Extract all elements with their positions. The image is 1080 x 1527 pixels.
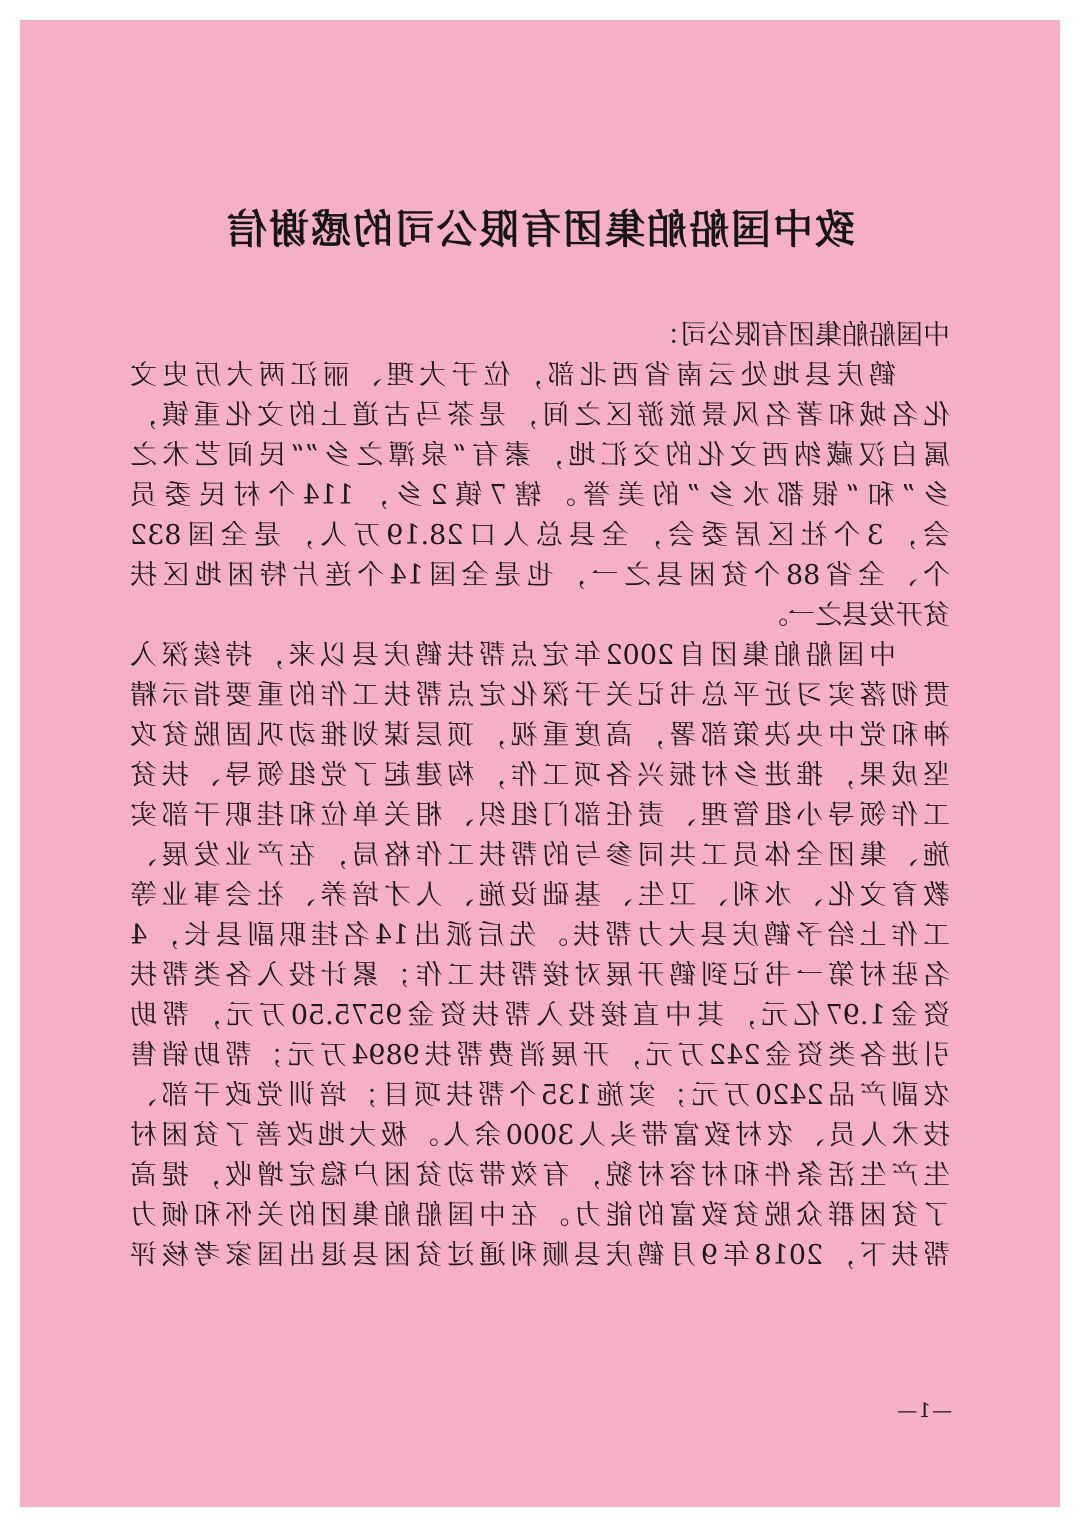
page-number: —1—	[896, 1398, 952, 1422]
paragraph-2-line: 坚成果，推进乡村振兴各项工作，构建起了党组领导、扶贫	[130, 760, 950, 791]
paragraph-2-line: 了贫困群众脱贫致富的能力。在中国船舶集团的关怀和倾力	[130, 1200, 950, 1231]
mirrored-content	[20, 20, 1060, 1507]
paragraph-1-line: 化名城和著名风景旅游区之间，是茶马古道上的文化重镇，	[130, 400, 950, 431]
salutation: 中国船舶集团有限公司：	[653, 320, 950, 351]
paragraph-2-line: 资金1.97亿元，其中直接投入帮扶资金9575.50万元，帮助	[130, 1000, 950, 1031]
paragraph-2-line: 引进各类资金242万元，开展消费帮扶9894万元；帮助销售	[130, 1040, 950, 1071]
paragraph-1-line: 属白汉藏纳西文化的交汇地，素有“泉潭之乡”“民间艺术之	[130, 440, 950, 471]
paragraph-2-line: 技术人员、农村致富带头人3000余人。极大地改善了贫困村	[130, 1120, 950, 1151]
paragraph-2-line: 工作领导小组管理、责任部门组织、相关单位和挂职干部实	[130, 800, 950, 831]
letter-title: 致中国船舶集团有限公司的感谢信	[225, 206, 855, 253]
paragraph-2-line: 中国船舶集团自2002年定点帮扶鹤庆县以来，持续深入	[130, 640, 896, 671]
letter-page	[20, 20, 1060, 1507]
paragraph-2-line: 贯彻落实习近平总书记关于深化定点帮扶工作的重要指示精	[130, 680, 950, 711]
paragraph-2-line: 名驻村第一书记到鹤开展对接帮扶工作；累计投入各类帮扶	[130, 960, 950, 991]
paragraph-2-line: 工作上给予鹤庆县大力帮扶。先后派出14名挂职副县长，4	[130, 920, 950, 951]
paragraph-2-line: 神和党中央决策部署，高度重视，顶层谋划推动巩固脱贫攻	[130, 720, 950, 751]
letter-body	[130, 316, 950, 1276]
paragraph-1-line: 个、全省88个贫困县之一，也是全国14个连片特困地区扶	[130, 560, 950, 591]
paragraph-1-line: 贫开发县之一。	[761, 600, 950, 631]
paragraph-1-line: 鹤庆县地处云南省西北部，位于大理、丽江两大历史文	[130, 360, 896, 391]
paragraph-1-line: 乡”和“银都水乡”的美誉。辖7镇2乡，114个村民委员	[130, 480, 950, 511]
paragraph-1-line: 会，3个社区居委会，全县总人口28.19万人，是全国832	[130, 520, 950, 551]
paragraph-2-line: 农副产品2420万元；实施135个帮扶项目；培训党政干部、	[130, 1080, 950, 1111]
paragraph-2-line: 生产生活条件和村容村貌，有效带动贫困户稳定增收，提高	[130, 1160, 950, 1191]
paragraph-2-line: 教育文化、水利、卫生、基础设施、人才培养、社会事业等	[130, 880, 950, 911]
paragraph-2-line: 帮扶下，2018年9月鹤庆县顺利通过贫困县退出国家考核评	[130, 1240, 950, 1271]
paragraph-2-line: 施、集团全体员工共同参与的帮扶工作格局，在产业发展、	[130, 840, 950, 871]
